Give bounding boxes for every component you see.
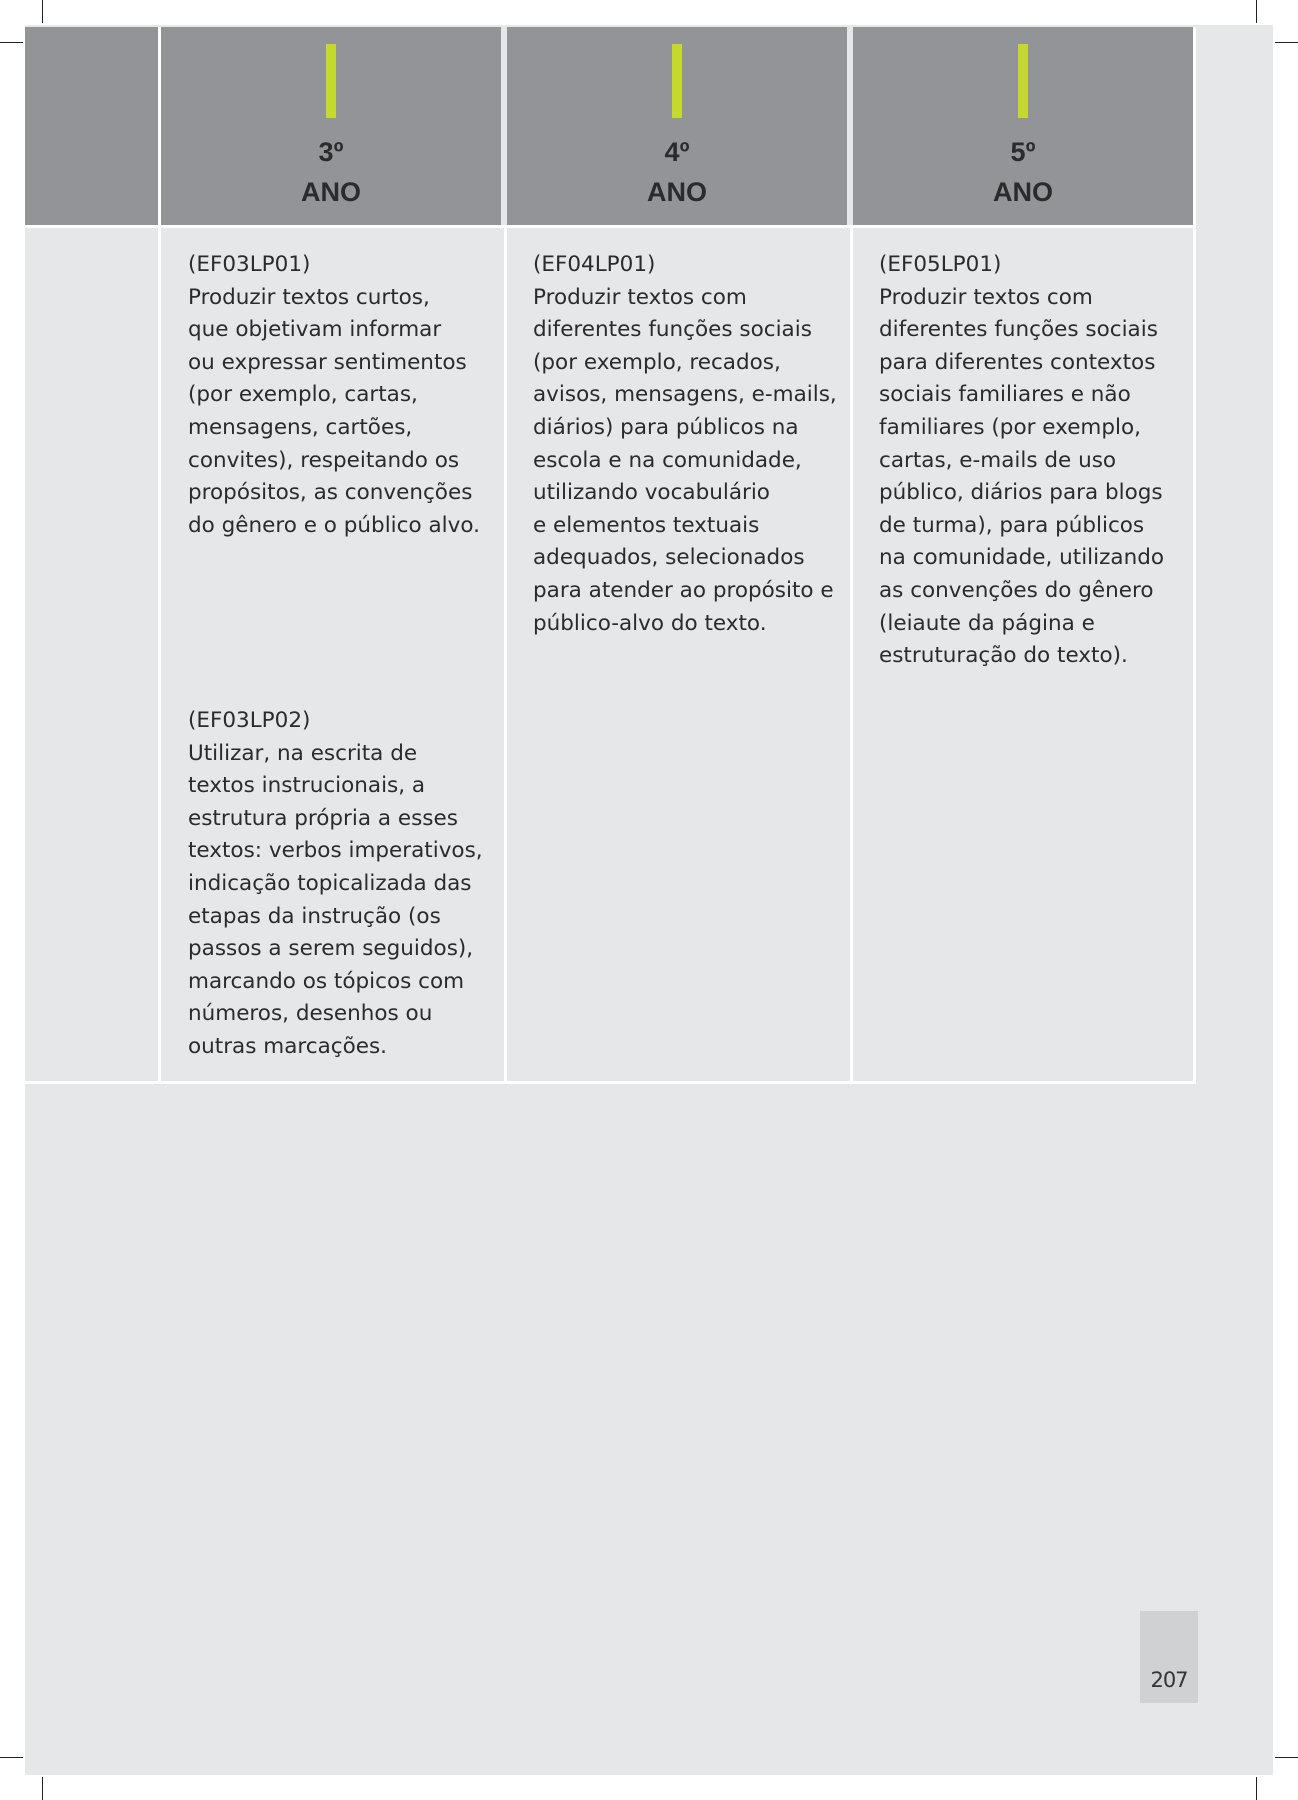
crop-mark <box>0 42 23 43</box>
skill-line: ou expressar sentimentos <box>188 349 467 375</box>
column-divider <box>850 225 853 1084</box>
column-header-3ano <box>161 27 501 225</box>
crop-mark <box>1256 0 1257 23</box>
skill-line: (por exemplo, cartas, <box>188 382 418 408</box>
skill-line: outras marcações. <box>188 1033 387 1059</box>
crop-mark <box>42 1777 43 1800</box>
skill-line: (por exemplo, recados, <box>533 349 781 375</box>
table-header-blank <box>25 27 158 225</box>
column-divider <box>1193 27 1196 1084</box>
skill-code: (EF04LP01) <box>533 252 656 277</box>
skill-line: textos instrucionais, a <box>188 773 426 799</box>
skill-line: estrutura própria a esses <box>188 805 458 831</box>
grade-number: 4º <box>664 137 690 167</box>
skill-line: sociais familiares e não <box>879 382 1131 408</box>
crop-mark <box>1275 42 1298 43</box>
skill-line: avisos, mensagens, e-mails, <box>533 382 837 408</box>
grade-number: 3º <box>318 137 344 167</box>
grade-number: 5º <box>1010 137 1036 167</box>
skill-ef05lp01 <box>879 249 1164 673</box>
skill-line: para diferentes contextos <box>879 349 1156 375</box>
skill-code: (EF03LP01) <box>188 252 311 277</box>
skill-line: familiares (por exemplo, <box>879 414 1141 440</box>
skill-line: escola e na comunidade, <box>533 447 802 473</box>
skill-line: propósitos, as convenções <box>188 480 473 506</box>
skill-ef04lp01 <box>533 249 837 640</box>
skill-line: diferentes funções sociais <box>879 317 1158 343</box>
grade-word: ANO <box>993 177 1053 207</box>
grade-word: ANO <box>301 177 361 207</box>
skill-line: indicação topicalizada das <box>188 870 472 896</box>
skill-line: que objetivam informar <box>188 317 442 343</box>
skill-line: Produzir textos curtos, <box>188 284 430 310</box>
crop-mark <box>1256 1777 1257 1800</box>
skill-line: Produzir textos com <box>533 284 747 310</box>
skill-line: Produzir textos com <box>879 284 1093 310</box>
skill-line: passos a serem seguidos), <box>188 936 474 962</box>
skill-code: (EF05LP01) <box>879 252 1002 277</box>
column-divider <box>504 225 507 1084</box>
skill-line: público-alvo do texto. <box>533 610 767 636</box>
skill-code: (EF03LP02) <box>188 708 311 733</box>
skill-line: etapas da instrução (os <box>188 903 441 929</box>
skill-line: as convenções do gênero <box>879 577 1154 603</box>
column-divider <box>158 27 161 1084</box>
skill-line: Utilizar, na escrita de <box>188 740 418 766</box>
skill-line: diferentes funções sociais <box>533 317 812 343</box>
skill-line: para atender ao propósito e <box>533 577 834 603</box>
skill-line: adequados, selecionados <box>533 545 805 571</box>
column-header-4ano <box>507 27 847 225</box>
skill-line: do gênero e o público alvo. <box>188 512 480 538</box>
header-divider <box>25 225 1195 228</box>
skill-line: marcando os tópicos com <box>188 968 465 994</box>
crop-mark <box>1275 1757 1298 1758</box>
page-number: 207 <box>1150 1668 1188 1692</box>
table-bottom-border <box>25 1081 1195 1084</box>
skill-line: cartas, e-mails de uso <box>879 447 1117 473</box>
accent-bar <box>1018 44 1028 118</box>
grade-word: ANO <box>647 177 707 207</box>
skill-line: números, desenhos ou <box>188 1001 433 1027</box>
accent-bar <box>326 44 336 118</box>
skill-line: utilizando vocabulário <box>533 480 770 506</box>
skill-line: estruturação do texto). <box>879 643 1128 669</box>
skill-line: de turma), para públicos <box>879 512 1145 538</box>
skill-line: público, diários para blogs <box>879 480 1163 506</box>
skill-line: na comunidade, utilizando <box>879 545 1165 571</box>
skill-ef03lp01 <box>188 249 480 542</box>
skill-line: (leiaute da página e <box>879 610 1095 636</box>
skill-line: mensagens, cartões, <box>188 414 413 440</box>
skill-line: diários) para públicos na <box>533 414 799 440</box>
accent-bar <box>672 44 682 118</box>
crop-mark <box>0 1757 23 1758</box>
column-header-5ano <box>853 27 1193 225</box>
skill-line: e elementos textuais <box>533 512 760 538</box>
skill-line: convites), respeitando os <box>188 447 460 473</box>
skill-line: textos: verbos imperativos, <box>188 838 483 864</box>
crop-mark <box>42 0 43 23</box>
skill-ef03lp02 <box>188 705 483 1064</box>
